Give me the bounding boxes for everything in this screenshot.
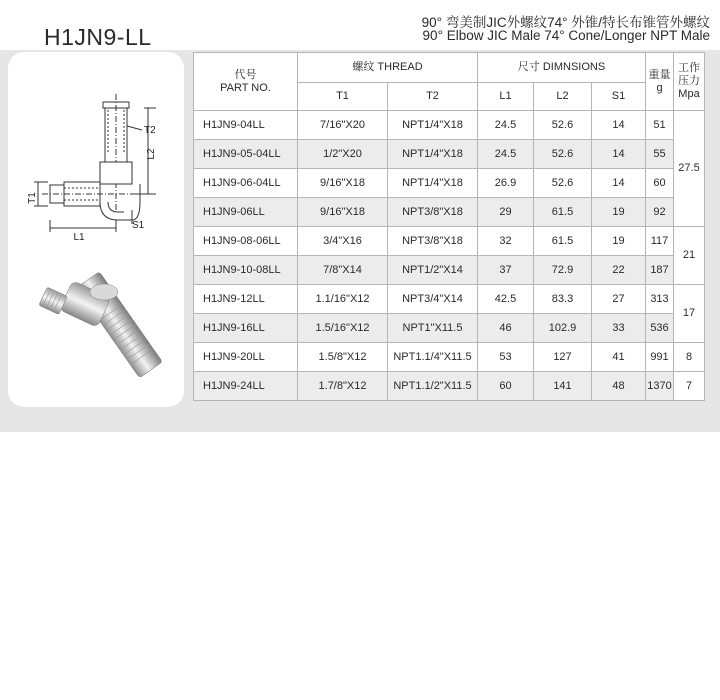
cell-weight: 60: [646, 169, 674, 198]
cell-t2: NPT1"X11.5: [388, 314, 478, 343]
title-chinese: 90° 弯美制JIC外螺纹74° 外锥/特长布锥管外螺纹: [421, 15, 710, 30]
header-part-no: [194, 53, 298, 111]
cell-weight: 991: [646, 343, 674, 372]
table-row: [194, 111, 705, 140]
cell-l2: 61.5: [534, 198, 592, 227]
header-pressure-line2: 压力: [678, 75, 700, 87]
cell-t1: 7/16"X20: [298, 111, 388, 140]
technical-drawing: [8, 52, 184, 407]
cell-t2: NPT1/4"X18: [388, 111, 478, 140]
cell-t1: 1.5/8"X12: [298, 343, 388, 372]
cell-l1: 24.5: [478, 111, 534, 140]
header-weight: [646, 53, 674, 111]
cell-t2: NPT1/4"X18: [388, 169, 478, 198]
cell-t2: NPT1.1/2"X11.5: [388, 372, 478, 401]
cell-l2: 83.3: [534, 285, 592, 314]
cell-t1: 1.7/8"X12: [298, 372, 388, 401]
cell-l2: 127: [534, 343, 592, 372]
cell-t1: 1.1/16"X12: [298, 285, 388, 314]
dim-label-l2: L2: [146, 148, 157, 160]
header-l1: L1: [478, 83, 534, 111]
cell-pressure: 8: [674, 343, 705, 372]
header-t1: T1: [298, 83, 388, 111]
cell-t1: 9/16"X18: [298, 198, 388, 227]
cell-pressure: 27.5: [674, 111, 705, 227]
cell-l2: 102.9: [534, 314, 592, 343]
dim-label-t2: T2: [144, 125, 156, 136]
cell-l1: 46: [478, 314, 534, 343]
cell-s1: 14: [592, 111, 646, 140]
cell-l1: 26.9: [478, 169, 534, 198]
header-weight-unit: g: [656, 81, 663, 94]
cell-part: H1JN9-06LL: [194, 198, 298, 227]
cell-weight: 55: [646, 140, 674, 169]
cell-t1: 3/4"X16: [298, 227, 388, 256]
cell-t2: NPT3/4"X14: [388, 285, 478, 314]
cell-t2: NPT1.1/4"X11.5: [388, 343, 478, 372]
cell-s1: 19: [592, 227, 646, 256]
elbow-line-drawing: [34, 94, 156, 232]
table-row: [194, 285, 705, 314]
cell-l2: 61.5: [534, 227, 592, 256]
table-row: [194, 372, 705, 401]
product-code: H1JN9-LL: [44, 24, 152, 50]
cell-t2: NPT1/4"X18: [388, 140, 478, 169]
cell-weight: 51: [646, 111, 674, 140]
fitting-3d-render: [39, 272, 163, 378]
dim-label-t1: T1: [27, 192, 38, 204]
cell-s1: 14: [592, 140, 646, 169]
cell-part: H1JN9-16LL: [194, 314, 298, 343]
cell-l1: 53: [478, 343, 534, 372]
table-row: [194, 227, 705, 256]
cell-l1: 32: [478, 227, 534, 256]
table-row: [194, 314, 705, 343]
cell-part: H1JN9-04LL: [194, 111, 298, 140]
cell-l1: 42.5: [478, 285, 534, 314]
table-row: [194, 343, 705, 372]
table-row: [194, 169, 705, 198]
table-row: [194, 256, 705, 285]
cell-s1: 33: [592, 314, 646, 343]
cell-l1: 37: [478, 256, 534, 285]
cell-l2: 52.6: [534, 169, 592, 198]
header-l2: L2: [534, 83, 592, 111]
cell-l2: 72.9: [534, 256, 592, 285]
cell-t1: 1/2"X20: [298, 140, 388, 169]
cell-weight: 117: [646, 227, 674, 256]
cell-s1: 27: [592, 285, 646, 314]
cell-l2: 141: [534, 372, 592, 401]
title-english: 90° Elbow JIC Male 74° Cone/Longer NPT Male: [422, 28, 710, 43]
cell-l1: 24.5: [478, 140, 534, 169]
specification-table: [193, 52, 705, 401]
cell-weight: 1370: [646, 372, 674, 401]
cell-s1: 41: [592, 343, 646, 372]
header-dimensions: 尺寸 DIMNSIONS: [478, 53, 646, 83]
dim-label-s1: S1: [132, 220, 145, 231]
cell-part: H1JN9-06-04LL: [194, 169, 298, 198]
cell-s1: 48: [592, 372, 646, 401]
cell-weight: 187: [646, 256, 674, 285]
cell-l1: 29: [478, 198, 534, 227]
header-pressure-unit: Mpa: [678, 88, 700, 100]
cell-l2: 52.6: [534, 111, 592, 140]
cell-weight: 92: [646, 198, 674, 227]
cell-part: H1JN9-10-08LL: [194, 256, 298, 285]
cell-part: H1JN9-24LL: [194, 372, 298, 401]
cell-s1: 19: [592, 198, 646, 227]
header-s1: S1: [592, 83, 646, 111]
cell-weight: 536: [646, 314, 674, 343]
cell-part: H1JN9-12LL: [194, 285, 298, 314]
header-t2: T2: [388, 83, 478, 111]
cell-part: H1JN9-05-04LL: [194, 140, 298, 169]
table-row: [194, 198, 705, 227]
cell-l1: 60: [478, 372, 534, 401]
header-pressure: [674, 53, 705, 111]
cell-t1: 7/8"X14: [298, 256, 388, 285]
header-part-en: PART NO.: [220, 81, 271, 94]
cell-t2: NPT1/2"X14: [388, 256, 478, 285]
cell-s1: 22: [592, 256, 646, 285]
header-thread: 螺纹 THREAD: [298, 53, 478, 83]
cell-part: H1JN9-20LL: [194, 343, 298, 372]
header-weight-cn: 重量: [648, 68, 671, 81]
dim-label-l1: L1: [73, 232, 85, 243]
cell-pressure: 21: [674, 227, 705, 285]
table-row: [194, 140, 705, 169]
cell-l2: 52.6: [534, 140, 592, 169]
cell-t1: 1.5/16"X12: [298, 314, 388, 343]
cell-t2: NPT3/8"X18: [388, 198, 478, 227]
cell-pressure: 17: [674, 285, 705, 343]
cell-t2: NPT3/8"X18: [388, 227, 478, 256]
cell-t1: 9/16"X18: [298, 169, 388, 198]
header-part-cn: 代号: [234, 68, 257, 81]
cell-part: H1JN9-08-06LL: [194, 227, 298, 256]
cell-s1: 14: [592, 169, 646, 198]
cell-pressure: 7: [674, 372, 705, 401]
drawing-panel: [8, 52, 184, 407]
header-pressure-line1: 工作: [678, 62, 700, 74]
cell-weight: 313: [646, 285, 674, 314]
